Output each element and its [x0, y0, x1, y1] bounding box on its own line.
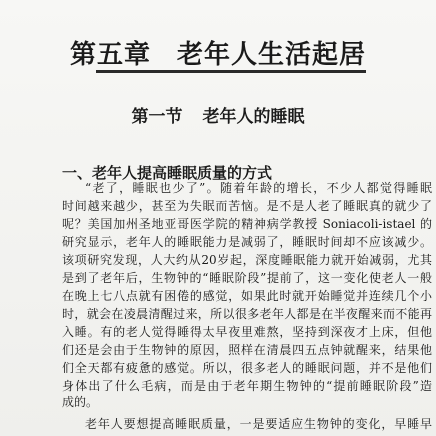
body-line: 该项研究发现，人大约从20岁起，深度睡眠能力就开始减弱，尤其: [62, 253, 432, 267]
body-line: 在晚上七八点就有困倦的感觉，如果此时就开始睡觉并连续几个小: [62, 289, 432, 303]
body-line: 入睡。有的老人觉得睡得太早夜里难熬，坚持到深夜才上床，但他: [62, 325, 432, 339]
chapter-name: 老年人生活起居: [177, 40, 367, 70]
body-line: 身体出了什么毛病，而是由于老年期生物钟的“提前睡眠阶段”造: [62, 379, 432, 393]
body-line: 老年人要想提高睡眠质量，一是要适应生物钟的变化，早睡早: [85, 417, 432, 431]
body-line: 呢？美国加州圣地亚哥医学院的精神病学教授 Soniacoli-istael 的: [62, 217, 432, 231]
body-line: 是到了老年后，生物钟的“睡眠阶段”提前了，这一变化使老人一般: [62, 271, 432, 285]
chapter-divider: [96, 70, 366, 73]
section-name: 老年人的睡眠: [202, 107, 305, 127]
body-line: 时间越来越少，甚至为失眠而苦恼。是不是人老了睡眠真的就少了: [62, 199, 432, 213]
body-line: 们全天都有疲惫的感觉。所以，很多老人的睡眠问题，并不是他们: [62, 361, 432, 375]
body-line: 时，就会在凌晨清醒过来，所以很多老年人都是在半夜醒来而不能再: [62, 307, 432, 321]
chapter-title: [0, 34, 436, 71]
body-line: 研究显示，老年人的睡眠能力是减弱了，睡眠时间却不应该减少。: [62, 235, 432, 249]
section-title: [0, 102, 436, 127]
body-line: 们还是会由于生物钟的原因，照样在清晨四五点钟就醒来，结果他: [62, 343, 432, 357]
body-line: 成的。: [62, 395, 99, 409]
chapter-number: 第五章: [69, 40, 151, 70]
body-line: “老了，睡眠也少了”。随着年龄的增长，不少人都觉得睡眠: [85, 181, 432, 195]
subsection-title: 一、老年人提高睡眠质量的方式: [62, 164, 273, 182]
section-number: 第一节: [131, 107, 183, 127]
